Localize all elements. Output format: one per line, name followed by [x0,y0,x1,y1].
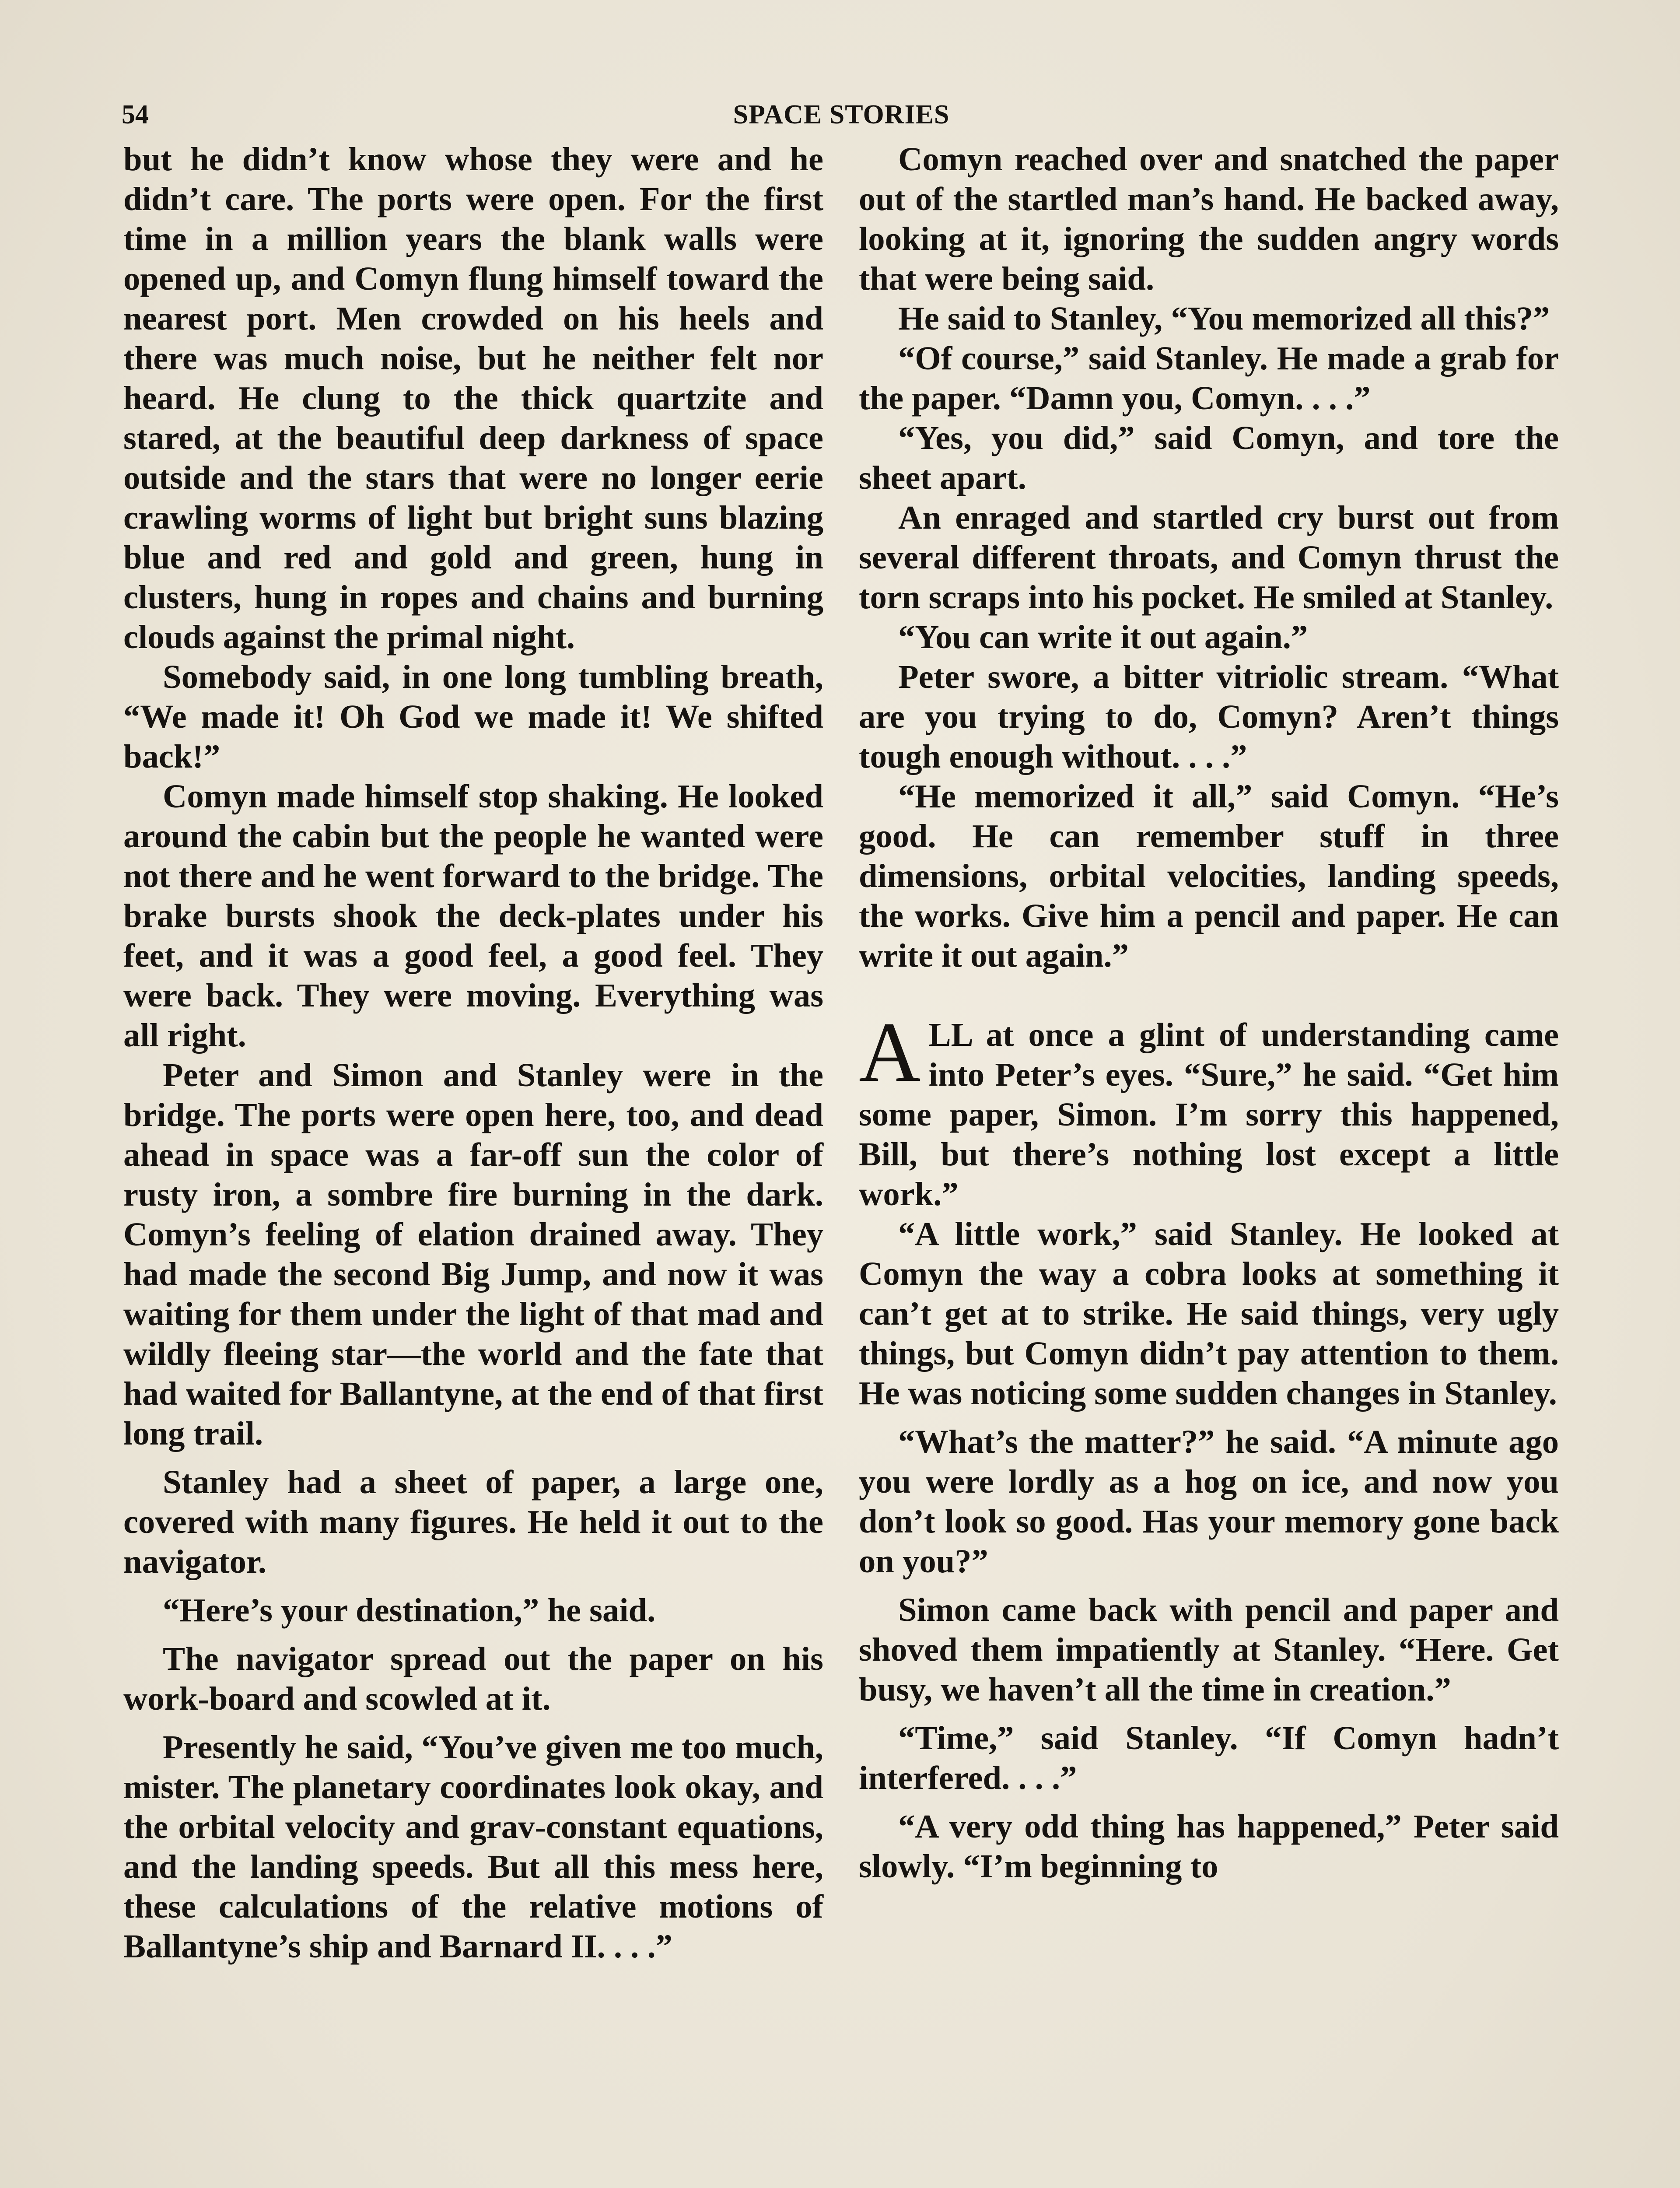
paragraph: Stanley had a sheet of paper, a large one, covered with many figures. He held it out to the navigator. [123,1463,823,1580]
paragraph: “Yes, you did,” said Comyn, and tore the sheet apart. [859,419,1559,496]
paragraph: Comyn made himself stop shaking. He looked around the cabin but the people he wanted were not there and he went forward to the bridge. The brake bursts shook the deck-plates under his feet, and it was a good feel, a good feel. They were back. They were moving. Everything was all right. [123,778,823,1054]
paragraph: Comyn reached over and snatched the paper out of the startled man’s hand. He backed away, looking at it, ignoring the sudden angry words that were being said. [859,140,1559,297]
paragraph: “You can write it out again.” [898,618,1308,656]
paragraph: Somebody said, in one long tumbling breath, “We made it! Oh God we made it! We shifted back!” [123,658,823,775]
paragraph: Simon came back with pencil and paper and shoved them impatiently at Stanley. “Here. Get busy, we haven’t all the time in creation.” [859,1591,1559,1708]
paragraph: An enraged and startled cry burst out from several different throats, and Comyn thrust the torn scraps into his pocket. He smiled at Stanley. [859,499,1559,616]
page-number: 54 [122,100,149,130]
left-column [123,139,823,1966]
paragraph: “What’s the matter?” he said. “A minute ago you were lordly as a hog on ice, and now you don’t look so good. Has your memory gone back on you?” [859,1423,1559,1580]
paragraph: “A little work,” said Stanley. He looked at Comyn the way a cobra looks at something it can’t get at to strike. He said things, very ugly things, but Comyn didn’t pay attention to them. He was noticing some sudden changes in Stanley. [859,1215,1559,1412]
paragraph: The navigator spread out the paper on his work-board and scowled at it. [123,1640,823,1717]
paragraph: “Of course,” said Stanley. He made a grab for the paper. “Damn you, Comyn. . . .” [859,340,1559,417]
paragraph: “Time,” said Stanley. “If Comyn hadn’t interfered. . . .” [859,1719,1559,1796]
section-start-paragraph [859,1005,1559,1214]
paragraph: Presently he said, “You’ve given me too much, mister. The planetary coordinates look okay, and the orbital velocity and grav-constant equations, and the landing speeds. But all this mess here, these calculations of the relative motions of Ballantyne’s ship and Barnard II. . . .” [123,1729,823,1965]
drop-cap: A [859,1005,921,1100]
paragraph: but he didn’t know whose they were and he didn’t care. The ports were open. For the first time in a million years the blank walls were opened up, and Comyn flung himself toward the nearest port. Men crowded on his heels and there was much noise, but he neither felt nor heard. He clung to the thick quartzite and stared, at the beautiful deep darkness of space outside and the stars that were no longer eerie crawling worms of light but bright suns blazing blue and red and gold and green, hung in clusters, hung in ropes and chains and burning clouds against the primal night. [123,140,823,656]
paragraph: Peter swore, a bitter vitriolic stream. “What are you trying to do, Comyn? Aren’t things tough enough without. . . .” [859,658,1559,775]
paragraph: Peter and Simon and Stanley were in the bridge. The ports were open here, too, and dead ahead in space was a far-off sun the color of rusty iron, a sombre fire burning in the dark. Comyn’s feeling of elation drained away. They had made the second Big Jump, and now it was waiting for them under the light of that mad and wildly fleeing star—the world and the fate that had waited for Ballantyne, at the end of that first long trail. [123,1056,823,1452]
page-header [122,97,1561,137]
paragraph-text: LL at once a glint of understanding came into Peter’s eyes. “Sure,” he said. “Get him some paper, Simon. I’m sorry this happened, Bill, but there’s nothing lost except a little work.” [859,1016,1559,1213]
paragraph: “He memorized it all,” said Comyn. “He’s good. He can remember stuff in three dimensions, orbital velocities, landing speeds, the works. Give him a pencil and paper. He can write it out again.” [859,778,1559,974]
paragraph: He said to Stanley, “You memorized all this?” [898,300,1550,337]
magazine-title: SPACE STORIES [733,100,950,130]
paragraph: “A very odd thing has happened,” Peter said slowly. “I’m beginning to [859,1808,1559,1885]
paragraph: “Here’s your destination,” he said. [163,1592,656,1629]
right-column [859,139,1559,1886]
